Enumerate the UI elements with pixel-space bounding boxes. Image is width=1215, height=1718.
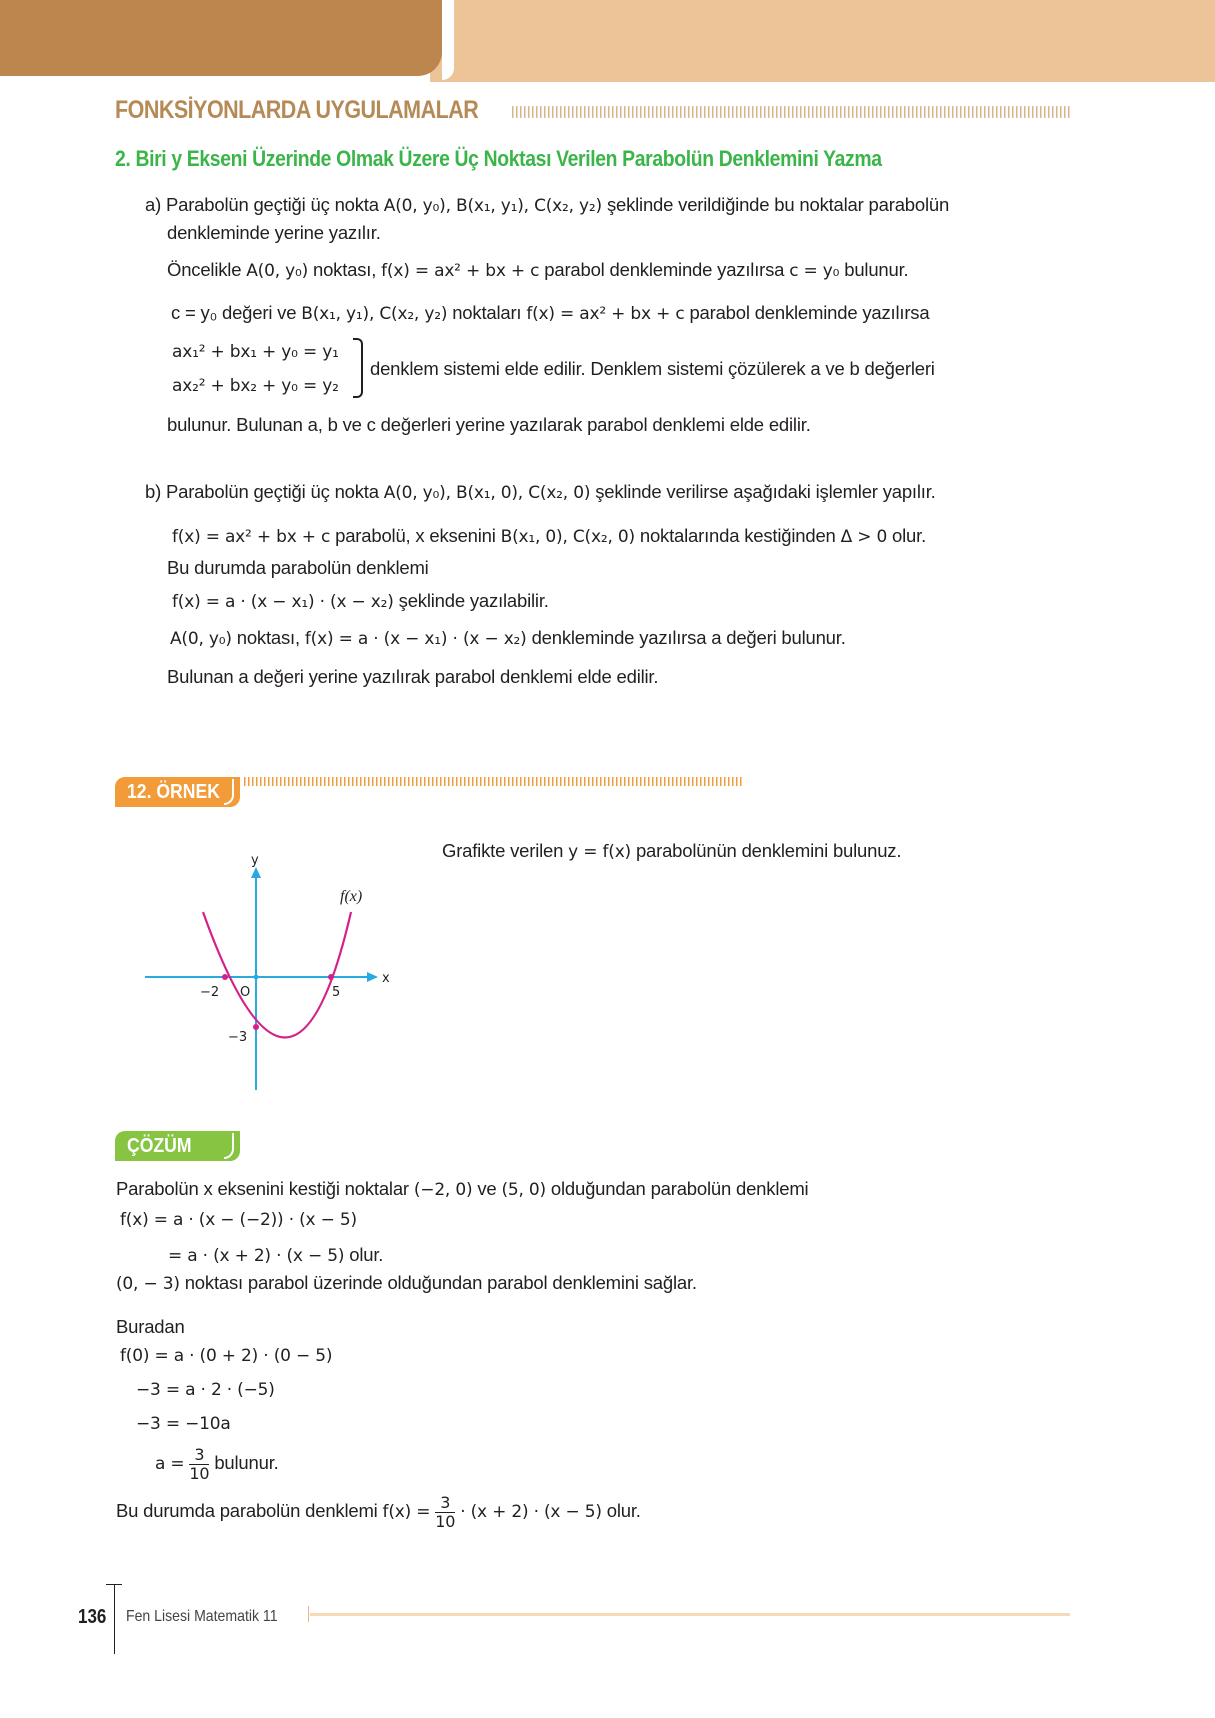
solution-line5: Buradan: [116, 1316, 185, 1337]
footer-divider: [114, 1584, 115, 1654]
solution-line1: Parabolün x eksenini kestiği noktalar (−2, 0) ve (5, 0) olduğundan parabolün denklemi: [116, 1178, 809, 1200]
solution-line4: (0, − 3) noktası parabol üzerinde olduğundan parabol denklemini sağlar.: [116, 1272, 697, 1294]
root-point-neg2: [222, 974, 228, 980]
page-number: 136: [78, 1606, 107, 1628]
system-equation-2: ax₂² + bx₂ + y₀ = y₂: [172, 376, 339, 396]
math-points: A(0, y₀), B(x₁, y₁), C(x₂, y₂): [383, 196, 602, 216]
part-b-line6: Bulunan a değeri yerine yazılırak parabol denklemi elde edilir.: [167, 666, 659, 687]
part-b-line5: A(0, y₀) noktası, f(x) = a · (x − x₁) · (x − x₂) denkleminde yazılırsa a değeri bulunur.: [170, 627, 846, 649]
x-tick-5: 5: [332, 985, 341, 1000]
part-a-line2: denkleminde yerine yazılır.: [167, 222, 381, 243]
y-axis-label: y: [251, 853, 259, 868]
example-hatch: [244, 777, 744, 786]
solution-line9: a = $\frac{3}{10}$ bulunur.: [155, 1445, 279, 1483]
system-text: denklem sistemi elde edilir. Denklem sistemi çözülerek a ve b değerleri: [370, 358, 935, 379]
origin-label: O: [240, 985, 251, 1000]
solution-line2: f(x) = a · (x − (−2)) · (x − 5): [120, 1210, 357, 1230]
y-axis-arrow-icon: [251, 867, 261, 878]
system-brace: [353, 338, 363, 398]
parabola-graph: [140, 845, 400, 1095]
part-a-line1: a) Parabolün geçtiği üç nokta A(0, y₀), B(x₁, y₁), C(x₂, y₂) şeklinde verildiğinde bu noktalar parabolün: [145, 194, 950, 216]
solution-badge: ÇÖZÜM: [115, 1131, 240, 1161]
chapter-title: FONKSİYONLARDA UYGULAMALAR: [115, 96, 479, 124]
part-b-line3: Bu durumda parabolün denklemi: [167, 557, 429, 578]
x-axis-arrow-icon: [367, 972, 378, 982]
system-equation-1: ax₁² + bx₁ + y₀ = y₁: [172, 342, 339, 362]
math-equation: f(x) = ax² + bx + c: [381, 261, 540, 281]
x-axis-label: x: [382, 971, 390, 986]
solution-line6: f(0) = a · (0 + 2) · (0 − 5): [120, 1346, 333, 1366]
part-a-line3: Öncelikle A(0, y₀) noktası, f(x) = ax² + bx + c parabol denkleminde yazılırsa c = y₀ bulunur.: [167, 259, 909, 281]
y-tick-neg3: −3: [228, 1030, 248, 1045]
root-point-5: [328, 974, 334, 980]
part-b-line4: f(x) = a · (x − x₁) · (x − x₂) şeklinde yazılabilir.: [172, 590, 549, 612]
part-a-line4: c = y₀ değeri ve B(x₁, y₁), C(x₂, y₂) noktaları f(x) = ax² + bx + c parabol denkleminde yazılırsa: [171, 302, 930, 324]
origin-point: [254, 975, 259, 980]
header-bar-gap: [442, 0, 454, 80]
badge-curl: [224, 1133, 234, 1159]
footer-line-cap: [308, 1606, 309, 1622]
fraction: $\frac{3}{10}$: [435, 1493, 456, 1531]
solution-line7: −3 = a · 2 · (−5): [136, 1380, 275, 1400]
solution-line10: Bu durumda parabolün denklemi f(x) = $\frac{3}{10}$ · (x + 2) · (x − 5) olur.: [116, 1493, 641, 1531]
y-intercept-point: [253, 1024, 259, 1030]
header-bar-dark: [0, 0, 442, 76]
example-badge: 12. ÖRNEK: [115, 777, 240, 807]
section-title: 2. Biri y Ekseni Üzerinde Olmak Üzere Üç Noktası Verilen Parabolün Denklemini Yazma: [115, 146, 882, 171]
header-bar-light: [430, 0, 1215, 82]
example-question: Grafikte verilen y = f(x) parabolünün denklemini bulunuz.: [442, 840, 902, 862]
part-b-line1: b) Parabolün geçtiği üç nokta A(0, y₀), B(x₁, 0), C(x₂, 0) şeklinde verilirse aşağıdaki işlemler yapılır.: [145, 481, 936, 503]
x-tick-neg2: −2: [200, 985, 220, 1000]
book-title: Fen Lisesi Matematik 11: [126, 1608, 278, 1625]
part-a-final: bulunur. Bulunan a, b ve c değerleri yerine yazılarak parabol denklemi elde edilir.: [167, 414, 811, 435]
fraction: $\frac{3}{10}$: [189, 1445, 210, 1483]
part-b-line2: f(x) = ax² + bx + c parabolü, x eksenini B(x₁, 0), C(x₂, 0) noktalarında kestiğinden Δ > 0 olur.: [172, 525, 927, 547]
chapter-title-hatch: [512, 106, 1072, 118]
curve-label: f(x): [340, 888, 363, 905]
solution-line3: = a · (x + 2) · (x − 5) olur.: [168, 1244, 384, 1266]
footer-rule: [310, 1613, 1070, 1616]
badge-curl: [224, 779, 234, 805]
solution-line8: −3 = −10a: [136, 1414, 231, 1434]
